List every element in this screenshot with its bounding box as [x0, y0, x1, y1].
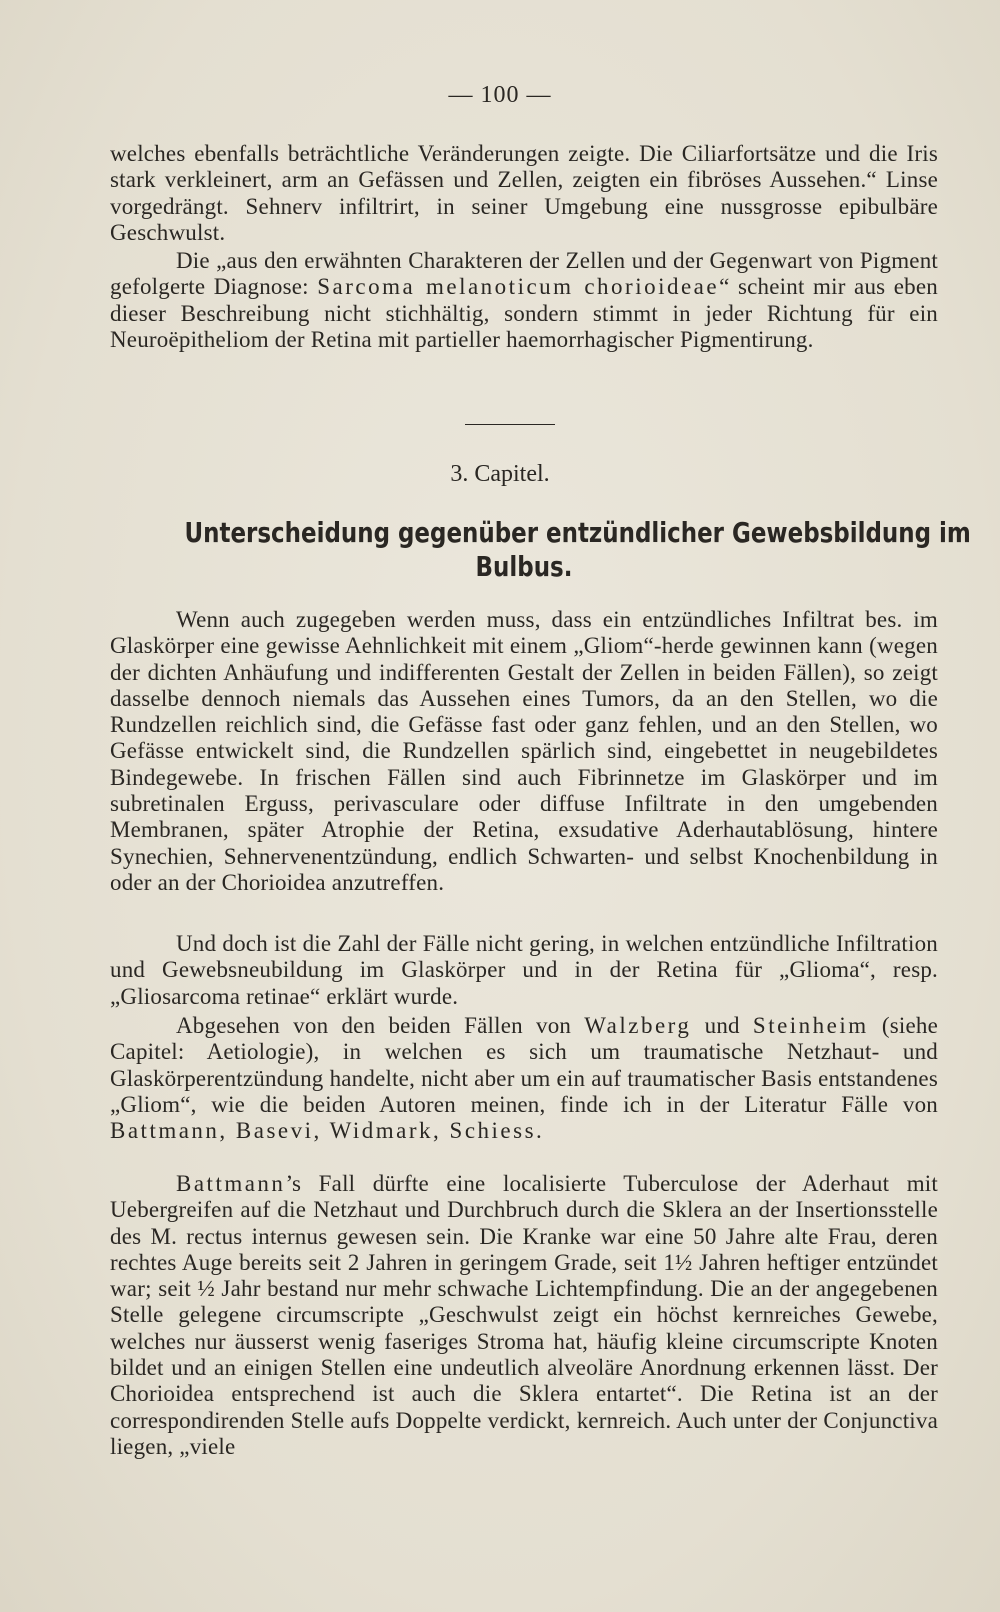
author-name: Walzberg: [584, 1013, 692, 1038]
paragraph-text: Die „aus den erwähnten Charakteren der Zellen und der Gegenwart von Pigment gefolgerte Diagnose:: [110, 248, 938, 300]
chapter-heading-line: Unterscheidung gegenüber entzündlicher Gewebsbildung im: [184, 516, 971, 549]
paragraph-continuation: welches ebenfalls beträchtliche Veränderungen zeigte. Die Ciliarfortsätze und die Iris stark verkleinert, arm an Gefässen und Zellen, zeigten ein fibröses Aussehen.“ Linse vorgedrängt. Sehnerv infiltrirt, in seiner Umgebung eine nussgrosse epibulbäre Geschwulst.: [110, 141, 938, 245]
paragraph-text: Abgesehen von den beiden Fällen von: [176, 1013, 585, 1038]
paragraph-text: und: [691, 1013, 753, 1038]
paragraph-text: “ scheint mir aus eben dieser Beschreibung nicht stichhältig, sondern stimmt in jeder Richtung für ein Neuroëpitheliom der Retina mit partieller haemorrhagischer Pigmentirung.: [110, 274, 938, 352]
chapter-heading-line: Bulbus.: [475, 550, 573, 583]
diagnosis-term: Sarcoma melanoticum chorioideae: [317, 274, 720, 300]
paragraph-text: (siehe Capitel: Aetiologie), in welchen es sich um traumatische Netzhaut- und Glaskörperentzündung handelte, nicht aber um ein auf traumatischer Basis entstandenes „Gliom“, wie die beiden Autoren meinen, finde ich in der Literatur Fälle von: [110, 1013, 938, 1117]
paragraph-infiltrate: Wenn auch zugegeben werden muss, dass ein entzündliches Infiltrat bes. im Glaskörper eine gewisse Aehnlichkeit mit einem „Gliom“-herde gewinnen kann (wegen der dichten Anhäufung und indifferenten Gestalt der Zellen in beiden Fällen), so zeigt dasselbe dennoch niemals das Aussehen eines Tumors, da an den Stellen, wo die Rundzellen reichlich sind, die Gefässe fast oder ganz fehlen, und an den Stellen, wo Gefässe entwickelt sind, die Rundzellen spärlich sind, eingebettet in neugebildetes Bindegewebe. In frischen Fällen sind auch Fibrinnetze im Glaskörper und im subretinalen Erguss, perivasculare oder diffuse Infiltrate in den umgebenden Membranen, später Atrophie der Retina, exsudative Aderhautablösung, hintere Synechien, Sehnervenentzündung, endlich Schwarten- und selbst Knochenbildung in oder an der Chorioidea anzutreffen.: [110, 607, 938, 895]
author-name: Steinheim: [752, 1013, 869, 1038]
page-number: — 100 —: [448, 82, 552, 108]
paragraph-text: .: [536, 1118, 542, 1144]
chapter-label: 3. Capitel.: [450, 461, 550, 487]
paragraph-battmann-case: [110, 1171, 938, 1460]
author-list: Battmann, Basevi, Widmark, Schiess: [110, 1118, 537, 1144]
chapter-heading: [184, 516, 971, 584]
author-name: Battmann: [176, 1171, 286, 1196]
paragraph-text: ’s Fall dürfte eine localisierte Tuberculose der Aderhaut mit Uebergreifen auf die Netzhaut und Durchbruch durch die Sklera an der Insertionsstelle des M. rectus internus gewesen sein. Die Kranke war eine 50 Jahre alte Frau, deren rechtes Auge bereits seit 2 Jahren in geringem Grade, seit 1½ Jahren heftiger entzündet war; seit ½ Jahr bestand nur mehr schwache Lichtempfindung. Die an der angegebenen Stelle gelegene circumscripte „Geschwulst zeigt ein höchst kernreiches Gewebe, welches nur äusserst wenig faseriges Stroma hat, häufig kleine circumscripte Knoten bildet und an einigen Stellen eine undeutlich alveoläre Anordnung erkennen lässt. Der Chorioidea entsprechend ist auch die Sklera entartet“. Die Retina ist an der correspondirenden Stelle aufs Doppelte verdickt, kernreich. Auch unter der Conjunctiva liegen, „viele: [110, 1171, 938, 1459]
paragraph-diagnosis: [110, 248, 938, 353]
paragraph-cases: Und doch ist die Zahl der Fälle nicht gering, in welchen entzündliche Infiltration und Gewebsneubildung im Glaskörper und in der Retina für „Glioma“, resp. „Gliosarcoma retinae“ erklärt wurde.: [110, 931, 938, 1009]
section-divider: [465, 424, 555, 425]
paragraph-literature: [110, 1013, 938, 1144]
